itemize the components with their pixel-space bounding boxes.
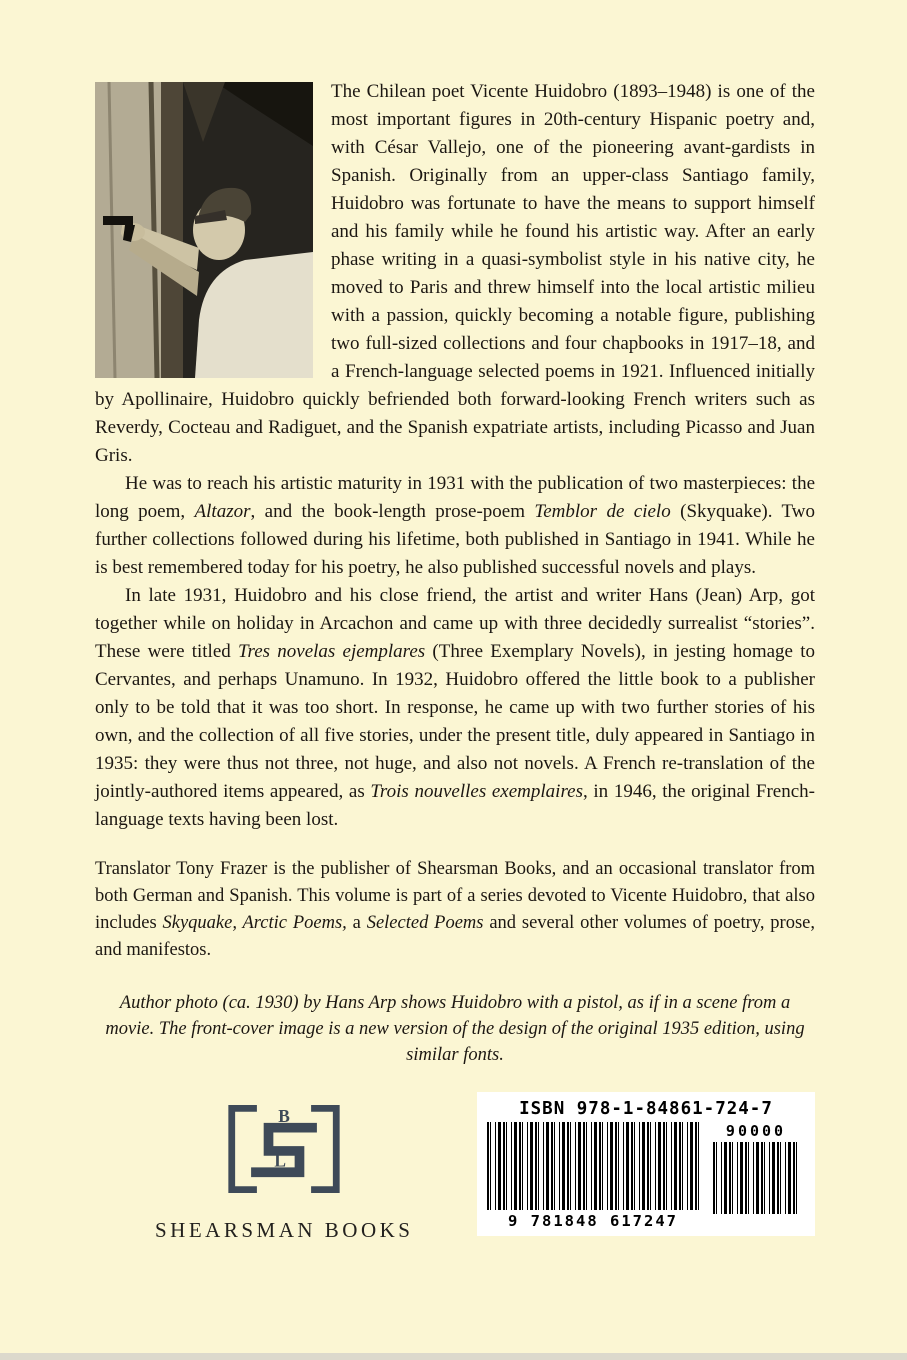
logo-letter-b: B: [278, 1105, 291, 1126]
bio-paragraph-3: In late 1931, Huidobro and his close friend, the artist and writer Hans (Jean) Arp, got together while on holiday in Arcachon and came up with three decidedly surrealist “stories”. These were titled Tres novelas ejemplares (Three Exemplary Novels), in jesting homage to Cervantes, and perhaps Unamuno. In 1932, Huidobro offered the little book to a publisher only to be told that it was too short. In response, he came up with two further stories of his own, and the collection of all five stories, under the present title, duly appeared in Santiago in 1935: they were thus not three, not huge, and also not novels. A French re-translation of the jointly-authored items appeared, as Trois nouvelles exemplaires, in 1946, the original French-language texts having been lost.: [95, 585, 816, 830]
barcode-addon-column: [713, 1122, 799, 1230]
shearsman-logo: [224, 1102, 344, 1196]
barcode-addon-bars: [713, 1142, 799, 1214]
publisher-block: [155, 1102, 413, 1243]
bio-paragraph-2: He was to reach his artistic maturity in 1931 with the publication of two masterpieces: the long poem, Altazor, and the book-length prose-poem Temblor de cielo (Skyquake). Two further collections followed during his lifetime, both published in Santiago in 1941. While he is best remembered today for his poetry, he also published successful novels and plays.: [95, 473, 816, 578]
logo-letter-l: L: [274, 1150, 287, 1171]
barcode-bars: [487, 1122, 699, 1210]
barcode-digits: 9 781848 617247: [508, 1212, 678, 1230]
author-photo: [95, 82, 313, 378]
page-bottom-edge: [0, 1353, 907, 1360]
bottom-row: [95, 1092, 815, 1243]
isbn-number: ISBN 978-1-84861-724-7: [519, 1099, 773, 1119]
isbn-barcode-block: [477, 1092, 815, 1236]
barcode-row: [487, 1122, 805, 1230]
photo-credit-note: Author photo (ca. 1930) by Hans Arp shows Huidobro with a pistol, as if in a scene from a movie. The front-cover image is a new version of the design of the original 1935 edition, using similar fonts.: [105, 993, 805, 1065]
shearsman-logo-icon: [224, 1102, 344, 1196]
barcode-main-column: [487, 1122, 699, 1230]
translator-note: Translator Tony Frazer is the publisher of Shearsman Books, and an occasional translator from both German and Spanish. This volume is part of a series devoted to Vicente Huidobro, that also includes Skyquake, Arctic Poems, a Selected Poems and several other volumes of poetry, prose, and manifestos.: [95, 859, 815, 960]
barcode-addon-code: 90000: [725, 1122, 787, 1140]
publisher-name: SHEARSMAN BOOKS: [155, 1218, 414, 1242]
bio-paragraph-1: The Chilean poet Vicente Huidobro (1893–1948) is one of the most important figures in 20th-century Hispanic poetry and, with César Vallejo, one of the pioneering avant-gardists in Spanish. Originally from an upper-class Santiago family, Huidobro was fortunate to have the means to support himself and his family while he found his artistic way. After an early phase writing in a quasi-symbolist style in his native city, he moved to Paris and threw himself into the local artistic milieu with a passion, quickly becoming a notable figure, publishing two full-sized collections and four chapbooks in 1917–18, and a French-language selected poems in 1921. Influenced initially by Apollinaire, Huidobro quickly befriended both forward-looking French writers such as Reverdy, Cocteau and Radiguet, and the Spanish expatriate artists, including Picasso and Juan Gris.: [95, 81, 815, 466]
author-photo-illustration: [95, 82, 313, 378]
